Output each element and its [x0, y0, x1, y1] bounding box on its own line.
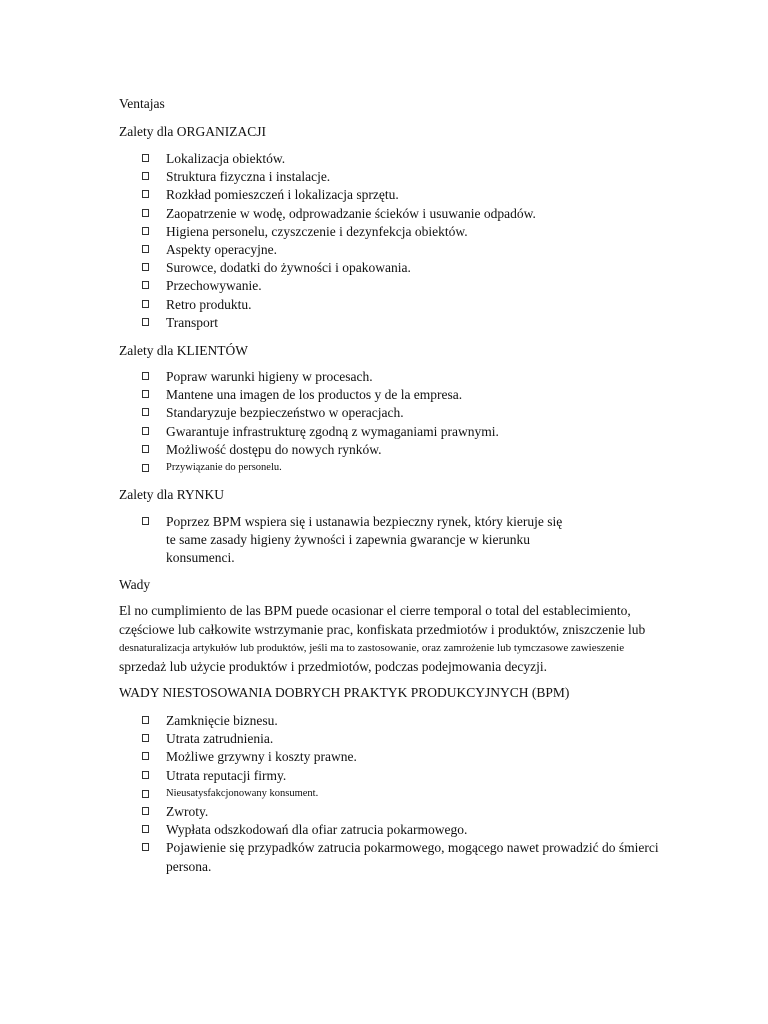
- list-item: Możliwość dostępu do nowych rynków.: [140, 441, 499, 459]
- market-advantages-list: [140, 513, 562, 568]
- list-item: Transport: [140, 314, 536, 332]
- checkbox-bullet-icon: [142, 227, 149, 235]
- heading-ventajas: Ventajas: [119, 96, 165, 111]
- list-item: Utrata reputacji firmy.: [140, 767, 659, 785]
- checkbox-bullet-icon: [142, 807, 149, 815]
- checkbox-bullet-icon: [142, 734, 149, 742]
- checkbox-bullet-icon: [142, 716, 149, 724]
- org-advantages-list: [140, 150, 536, 332]
- checkbox-bullet-icon: [142, 752, 149, 760]
- checkbox-bullet-icon: [142, 825, 149, 833]
- heading-org-advantages: Zalety dla ORGANIZACJI: [119, 124, 266, 139]
- checkbox-bullet-icon: [142, 790, 149, 798]
- list-item: Mantene una imagen de los productos y de la empresa.: [140, 386, 499, 404]
- heading-wady: Wady: [119, 577, 151, 592]
- checkbox-bullet-icon: [142, 245, 149, 253]
- bpm-disadvantages-list: [140, 712, 659, 876]
- list-item: Przechowywanie.: [140, 277, 536, 295]
- list-item: Higiena personelu, czyszczenie i dezynfekcja obiektów.: [140, 223, 536, 241]
- list-item: Nieusatysfakcjonowany konsument.: [140, 785, 659, 803]
- list-item: Pojawienie się przypadków zatrucia pokarmowego, mogącego nawet prowadzić do śmierci persona.: [140, 839, 659, 875]
- list-item: Retro produktu.: [140, 296, 536, 314]
- client-advantages-list: [140, 368, 499, 477]
- checkbox-bullet-icon: [142, 771, 149, 779]
- wady-paragraph: El no cumplimiento de las BPM puede ocasionar el cierre temporal o total del establecimiento, częściowe lub całkowite wstrzymanie prac, konfiskata przedmiotów i produktów, zniszczenie lub desnaturalizacja artykułów lub produktów, jeśli ma to zastosowanie, oraz zamrożenie lub tymczasowe zawieszenie sprzedaż lub użycie produktów i przedmiotów, podczas podejmowania decyzji.: [119, 603, 646, 674]
- list-item: Rozkład pomieszczeń i lokalizacja sprzętu.: [140, 186, 536, 204]
- checkbox-bullet-icon: [142, 390, 149, 398]
- checkbox-bullet-icon: [142, 190, 149, 198]
- list-item: Zamknięcie biznesu.: [140, 712, 659, 730]
- heading-client-advantages: Zalety dla KLIENTÓW: [119, 343, 248, 358]
- list-item: Aspekty operacyjne.: [140, 241, 536, 259]
- list-item: Możliwe grzywny i koszty prawne.: [140, 748, 659, 766]
- checkbox-bullet-icon: [142, 281, 149, 289]
- list-item: Popraw warunki higieny w procesach.: [140, 368, 499, 386]
- checkbox-bullet-icon: [142, 408, 149, 416]
- list-item: Surowce, dodatki do żywności i opakowania.: [140, 259, 536, 277]
- list-item: Poprzez BPM wspiera się i ustanawia bezpieczny rynek, który kieruje się te same zasady higieny żywności i zapewnia gwarancje w kierunku konsumenci.: [140, 513, 562, 568]
- checkbox-bullet-icon: [142, 300, 149, 308]
- list-item: Lokalizacja obiektów.: [140, 150, 536, 168]
- checkbox-bullet-icon: [142, 843, 149, 851]
- list-item: Struktura fizyczna i instalacje.: [140, 168, 536, 186]
- checkbox-bullet-icon: [142, 209, 149, 217]
- list-item: Zaopatrzenie w wodę, odprowadzanie ścieków i usuwanie odpadów.: [140, 205, 536, 223]
- list-item: Utrata zatrudnienia.: [140, 730, 659, 748]
- checkbox-bullet-icon: [142, 445, 149, 453]
- checkbox-bullet-icon: [142, 372, 149, 380]
- heading-market-advantages: Zalety dla RYNKU: [119, 487, 224, 502]
- checkbox-bullet-icon: [142, 263, 149, 271]
- checkbox-bullet-icon: [142, 154, 149, 162]
- list-item: Przywiązanie do personelu.: [140, 459, 499, 477]
- checkbox-bullet-icon: [142, 172, 149, 180]
- list-item: Gwarantuje infrastrukturę zgodną z wymaganiami prawnymi.: [140, 423, 499, 441]
- list-item: Standaryzuje bezpieczeństwo w operacjach.: [140, 404, 499, 422]
- heading-bpm-disadvantages: WADY NIESTOSOWANIA DOBRYCH PRAKTYK PRODUKCYJNYCH (BPM): [119, 685, 570, 700]
- list-item: Wypłata odszkodowań dla ofiar zatrucia pokarmowego.: [140, 821, 659, 839]
- checkbox-bullet-icon: [142, 427, 149, 435]
- checkbox-bullet-icon: [142, 517, 149, 525]
- checkbox-bullet-icon: [142, 464, 149, 472]
- list-item: Zwroty.: [140, 803, 659, 821]
- checkbox-bullet-icon: [142, 318, 149, 326]
